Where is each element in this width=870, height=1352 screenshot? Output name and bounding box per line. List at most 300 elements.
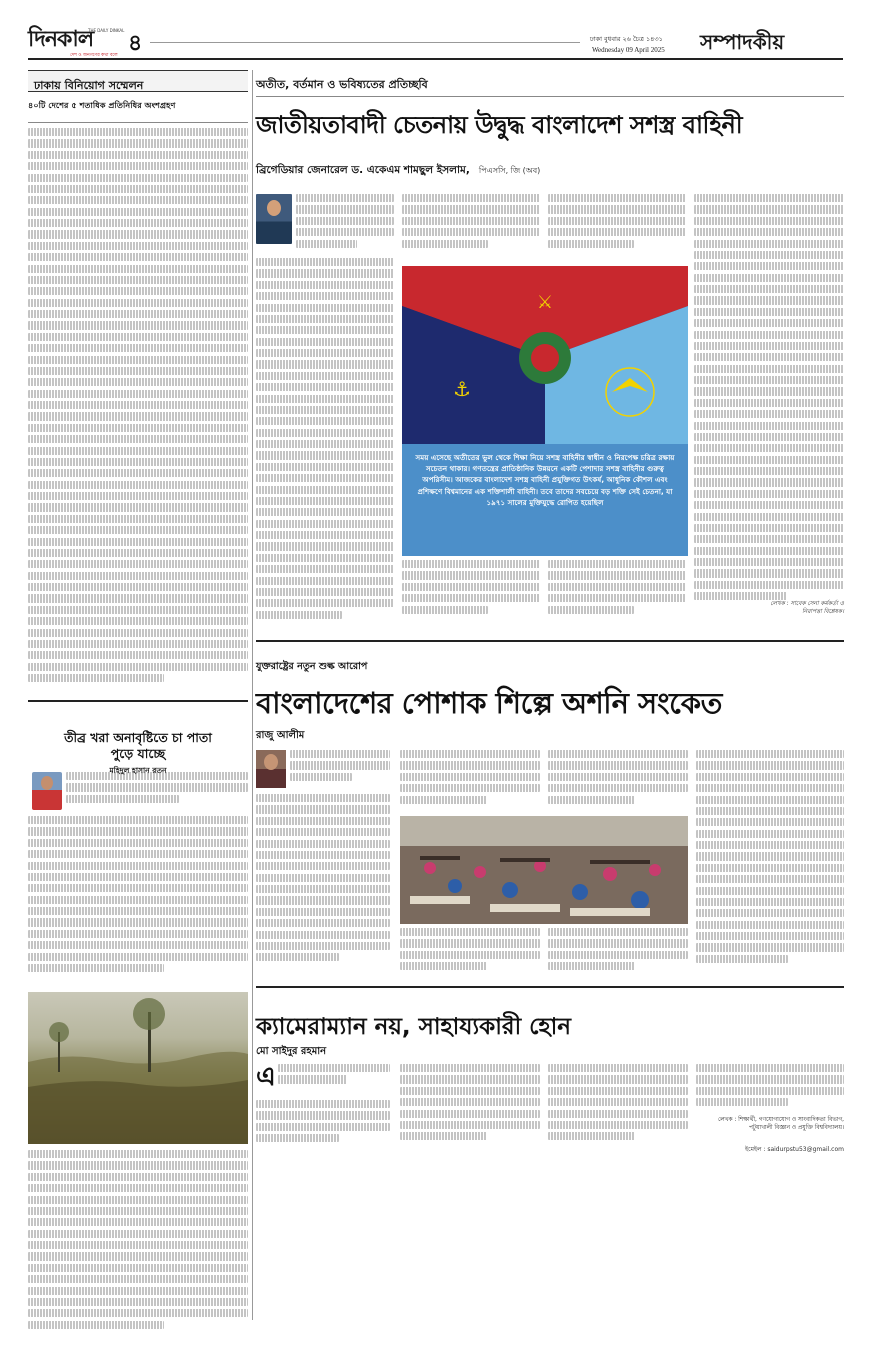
tea-garden-illustration <box>28 992 248 1144</box>
feature-col1-b <box>256 258 394 626</box>
lower-left-article <box>28 700 248 1340</box>
body-text-line <box>256 497 394 505</box>
body-text-line <box>696 761 844 769</box>
tea-body-bottom <box>28 1150 248 1338</box>
left-article-kicker <box>28 70 248 92</box>
body-text-line <box>694 228 844 236</box>
body-text-line <box>296 228 394 236</box>
body-text-line <box>28 481 248 489</box>
second-col2-top <box>400 750 540 812</box>
body-text-line <box>548 1075 688 1083</box>
second-headline[interactable]: বাংলাদেশের পোশাক শিল্পে অশনি সংকেত <box>256 686 722 720</box>
body-text-line <box>28 617 248 625</box>
body-text-line <box>28 873 248 881</box>
body-text-line <box>548 750 688 758</box>
body-text-line <box>256 531 394 539</box>
body-text-line <box>256 919 390 927</box>
body-text-line <box>256 840 390 848</box>
body-text-line <box>28 1252 248 1260</box>
body-text-line <box>28 1264 248 1272</box>
body-text-line <box>28 401 248 409</box>
masthead-rule <box>28 58 843 60</box>
body-text-line <box>548 939 688 947</box>
body-text-line <box>694 342 844 350</box>
body-text-line <box>28 1150 248 1158</box>
body-text-line <box>400 773 540 781</box>
body-text-line <box>694 501 844 509</box>
body-text-line <box>28 321 248 329</box>
body-text-line <box>28 242 248 250</box>
left-headline-rule <box>28 122 248 123</box>
body-text-line <box>694 365 844 373</box>
second-col4 <box>696 750 844 976</box>
body-text-line <box>694 535 844 543</box>
third-article <box>256 986 844 1342</box>
body-text-line <box>402 571 540 579</box>
third-email[interactable]: ইমেইল : saidurpstu53@gmail.com <box>745 1146 844 1153</box>
body-text-line <box>548 217 686 225</box>
body-text-line <box>696 1064 844 1072</box>
feature-col2-bottom <box>402 560 540 626</box>
body-text-line <box>28 162 248 170</box>
body-text-line <box>400 1110 540 1118</box>
body-text-line <box>696 852 844 860</box>
body-text-line <box>548 228 686 236</box>
body-text-line <box>28 930 248 938</box>
third-dropcap: এ <box>256 1062 276 1092</box>
body-text-line <box>28 287 248 295</box>
body-text-line <box>28 827 248 835</box>
body-text-line <box>28 839 248 847</box>
left-article-headline[interactable]: ৪০টি দেশের ৫ শতাধিক প্রতিনিধির অংশগ্রহণ <box>28 100 176 110</box>
body-text-line <box>290 761 390 769</box>
body-text-line <box>256 315 394 323</box>
body-text-line <box>256 817 390 825</box>
body-text-line <box>256 520 394 528</box>
body-text-line <box>256 851 390 859</box>
body-text-line <box>28 208 248 216</box>
body-text-line <box>28 469 248 477</box>
body-text-line <box>28 174 248 182</box>
body-text-line <box>694 444 844 452</box>
body-text-line <box>694 410 844 418</box>
body-text-line <box>256 931 390 939</box>
body-text-line <box>28 390 248 398</box>
body-text-line <box>296 217 394 225</box>
body-text-line <box>28 674 164 682</box>
body-text-line <box>694 433 844 441</box>
body-text-line <box>256 269 394 277</box>
tea-garden-photo <box>28 992 248 1144</box>
body-text-line <box>256 908 390 916</box>
armed-forces-flag-svg <box>402 266 688 444</box>
body-text-line <box>28 1275 248 1283</box>
logo-sub-en: THE DAILY DINKAL <box>88 28 125 33</box>
section-title: সম্পাদকীয় <box>700 30 785 54</box>
body-text-line <box>28 299 248 307</box>
body-text-line <box>66 772 248 780</box>
second-col3-bottom <box>548 928 688 976</box>
body-text-line <box>696 943 844 951</box>
body-text-line <box>548 1121 688 1129</box>
body-text-line <box>28 356 248 364</box>
body-text-line <box>548 1110 688 1118</box>
body-text-line <box>400 951 540 959</box>
second-col1-top <box>290 750 390 790</box>
body-text-line <box>28 663 248 671</box>
body-text-line <box>696 841 844 849</box>
third-col1b <box>256 1100 390 1148</box>
body-text-line <box>548 194 686 202</box>
body-text-line <box>256 828 390 836</box>
body-text-line <box>28 1173 248 1181</box>
body-text-line <box>696 921 844 929</box>
page-number: ৪ <box>128 31 143 56</box>
body-text-line <box>28 583 248 591</box>
pull-quote-text: সময় এসেছে অতীতের ভুল থেকে শিক্ষা নিয়ে সশস্ত্র বাহিনীর স্বাধীন ও নিরপেক্ষ চরিত্র রক্ষায় সচেতন থাকার। গণতন্ত্রের প্রাতিষ্ঠানিক উন্নয়নে একটি পেশাদার সশস্ত্র বাহিনীর গুরুত্ব অপরিসীম। আজকের বাংলাদেশ সশস্ত্র বাহিনী প্রযুক্তিগত উৎকর্ষ, আধুনিক কৌশল এবং প্রশিক্ষণে বিশ্বমানের এক শক্তিশালী বাহিনী। তবে তাদের সবচেয়ে বড় শক্তি সেই চেতনা, যা ১৯৭১ সালের মুক্তিযুদ্ধে রোপিত হয়েছিল <box>415 453 675 507</box>
body-text-line <box>400 750 540 758</box>
second-col3-top <box>548 750 688 812</box>
body-text-line <box>66 783 248 791</box>
body-text-line <box>28 850 248 858</box>
body-text-line <box>694 376 844 384</box>
body-text-line <box>256 554 394 562</box>
body-text-line <box>28 594 248 602</box>
date-en: Wednesday 09 April 2025 <box>592 46 665 54</box>
svg-text:⚔: ⚔ <box>536 292 554 313</box>
body-text-line <box>402 606 488 614</box>
second-col1 <box>256 794 390 976</box>
body-text-line <box>256 486 394 494</box>
feature-col2-top <box>402 194 540 260</box>
body-text-line <box>694 547 844 555</box>
body-text-line <box>28 333 248 341</box>
body-text-line <box>256 395 394 403</box>
body-text-line <box>696 1075 844 1083</box>
tea-author: মহিদুল হাসান রতন <box>109 766 167 775</box>
body-text-line <box>28 640 248 648</box>
body-text-line <box>696 830 844 838</box>
feature-article <box>256 70 844 630</box>
body-text-line <box>402 240 488 248</box>
left-article <box>28 70 248 695</box>
body-text-line <box>548 560 686 568</box>
body-text-line <box>256 508 394 516</box>
body-text-line <box>696 796 844 804</box>
body-text-line <box>694 274 844 282</box>
body-text-line <box>28 424 248 432</box>
body-text-line <box>28 1161 248 1169</box>
body-text-line <box>696 1098 788 1106</box>
body-text-line <box>400 1132 487 1140</box>
body-text-line <box>28 941 248 949</box>
body-text-line <box>696 887 844 895</box>
body-text-line <box>694 205 844 213</box>
body-text-line <box>694 296 844 304</box>
body-text-line <box>28 1184 248 1192</box>
body-text-line <box>28 253 248 261</box>
body-text-line <box>256 338 394 346</box>
body-text-line <box>28 629 248 637</box>
body-text-line <box>28 549 248 557</box>
body-text-line <box>256 1100 390 1108</box>
body-text-line <box>28 953 248 961</box>
body-text-line <box>696 864 844 872</box>
body-text-line <box>694 217 844 225</box>
body-text-line <box>694 194 844 202</box>
date-bn: ঢাকা বুধবার ২৬ চৈত্র ১৪৩১ <box>590 35 663 43</box>
body-text-line <box>28 196 248 204</box>
feature-author: ব্রিগেডিয়ার জেনারেল ড. একেএম শামছুল ইসলাম, <box>256 164 470 176</box>
third-author-note: লেখক : শিক্ষার্থী, গণযোগাযোগ ও সাংবাদিকতা বিভাগ, পটুয়াখালী বিজ্ঞান ও প্রযুক্তি বিশ্ববিদ্যালয়। <box>717 1117 844 1131</box>
body-text-line <box>402 217 540 225</box>
body-text-line <box>694 353 844 361</box>
feature-author-photo <box>256 194 292 244</box>
left-kicker-text: ঢাকায় বিনিয়োগ সম্মেলন <box>34 79 144 92</box>
tagline: দেশ ও জনগণের কথা বলে <box>70 53 118 58</box>
body-text-line <box>694 524 844 532</box>
body-text-line <box>28 1287 248 1295</box>
body-text-line <box>28 907 248 915</box>
body-text-line <box>28 503 248 511</box>
second-kicker: যুক্তরাষ্ট্রের নতুন শুল্ক আরোপ <box>256 661 368 672</box>
body-text-line <box>694 251 844 259</box>
body-text-line <box>694 558 844 566</box>
body-text-line <box>256 577 394 585</box>
body-text-line <box>548 583 686 591</box>
body-text-line <box>256 360 394 368</box>
body-text-line <box>548 1064 688 1072</box>
body-text-line <box>400 1075 540 1083</box>
body-text-line <box>28 1218 248 1226</box>
body-text-line <box>256 599 394 607</box>
left-article-body <box>28 128 248 688</box>
body-text-line <box>28 1298 248 1306</box>
body-text-line <box>256 463 394 471</box>
body-text-line <box>696 932 844 940</box>
body-text-line <box>402 228 540 236</box>
third-headline[interactable]: ক্যামেরাম্যান নয়, সাহায্যকারী হোন <box>256 1014 571 1040</box>
body-text-line <box>548 773 688 781</box>
body-text-line <box>548 761 688 769</box>
feature-col3-top <box>548 194 686 260</box>
body-text-line <box>694 308 844 316</box>
body-text-line <box>400 796 487 804</box>
body-text-line <box>548 571 686 579</box>
body-text-line <box>28 344 248 352</box>
body-text-line <box>256 304 394 312</box>
body-text-line <box>402 194 540 202</box>
body-text-line <box>278 1075 347 1083</box>
body-text-line <box>548 1098 688 1106</box>
body-text-line <box>694 478 844 486</box>
body-text-line <box>548 951 688 959</box>
body-text-line <box>28 572 248 580</box>
logo-text: দিনকাল <box>28 27 94 52</box>
body-text-line <box>696 818 844 826</box>
body-text-line <box>694 285 844 293</box>
body-text-line <box>548 606 634 614</box>
svg-text:⚓: ⚓ <box>453 377 471 401</box>
body-text-line <box>400 1098 540 1106</box>
body-text-line <box>28 896 248 904</box>
body-text-line <box>28 276 248 284</box>
body-text-line <box>256 372 394 380</box>
body-text-line <box>28 1309 248 1317</box>
body-text-line <box>694 240 844 248</box>
body-text-line <box>296 194 394 202</box>
body-text-line <box>28 435 248 443</box>
tea-headline[interactable]: তীব্র খরা অনাবৃষ্টিতে চা পাতা পুড়ে যাচ্ছে <box>64 730 212 761</box>
armed-forces-flag <box>402 266 688 444</box>
body-text-line <box>28 1207 248 1215</box>
body-text-line <box>548 240 634 248</box>
second-author: রাজু আলীম <box>256 730 305 741</box>
third-top-rule <box>256 986 844 988</box>
body-text-line <box>548 962 635 970</box>
body-text-line <box>402 583 540 591</box>
body-text-line <box>256 326 394 334</box>
body-text-line <box>28 139 248 147</box>
feature-kicker-rule <box>256 96 844 97</box>
second-article <box>256 640 844 980</box>
body-text-line <box>28 219 248 227</box>
body-text-line <box>256 281 394 289</box>
body-text-line <box>548 796 635 804</box>
body-text-line <box>694 262 844 270</box>
body-text-line <box>256 1111 390 1119</box>
body-text-line <box>400 928 540 936</box>
body-text-line <box>66 795 179 803</box>
body-text-line <box>402 205 540 213</box>
body-text-line <box>28 964 164 972</box>
body-text-line <box>256 417 394 425</box>
body-text-line <box>694 581 844 589</box>
third-col4 <box>696 1064 844 1114</box>
body-text-line <box>256 292 394 300</box>
body-text-line <box>694 331 844 339</box>
body-text-line <box>696 1087 844 1095</box>
body-text-line <box>256 794 390 802</box>
body-text-line <box>256 588 394 596</box>
body-text-line <box>256 805 390 813</box>
body-text-line <box>28 1230 248 1238</box>
body-text-line <box>696 773 844 781</box>
garment-factory-illustration <box>400 816 688 924</box>
body-text-line <box>28 230 248 238</box>
body-text-line <box>28 884 248 892</box>
body-text-line <box>28 538 248 546</box>
body-text-line <box>402 560 540 568</box>
third-col2 <box>400 1064 540 1148</box>
body-text-line <box>28 185 248 193</box>
body-text-line <box>696 955 788 963</box>
lower-left-top-rule <box>28 700 248 702</box>
body-text-line <box>296 240 357 248</box>
body-text-line <box>28 265 248 273</box>
tea-body-top <box>66 772 248 812</box>
body-text-line <box>28 651 248 659</box>
body-text-line <box>28 310 248 318</box>
body-text-line <box>400 962 487 970</box>
body-text-line <box>28 151 248 159</box>
feature-col3-bottom <box>548 560 686 626</box>
body-text-line <box>28 1196 248 1204</box>
body-text-line <box>28 816 248 824</box>
body-text-line <box>290 750 390 758</box>
left-column-rule <box>252 70 253 1320</box>
body-text-line <box>256 942 390 950</box>
third-col1 <box>278 1064 390 1098</box>
body-text-line <box>28 1241 248 1249</box>
feature-author-suffix: পিএসসি, জি (অব) <box>478 166 541 175</box>
body-text-line <box>290 773 352 781</box>
tea-body-mid <box>28 816 248 986</box>
body-text-line <box>694 467 844 475</box>
body-text-line <box>28 515 248 523</box>
body-text-line <box>28 458 248 466</box>
feature-headline[interactable]: জাতীয়তাবাদী চেতনায় উদ্বুদ্ধ বাংলাদেশ সশস্ত্র বাহিনী <box>256 111 743 139</box>
body-text-line <box>256 862 390 870</box>
body-text-line <box>256 451 394 459</box>
body-text-line <box>296 205 394 213</box>
body-text-line <box>696 807 844 815</box>
body-text-line <box>694 319 844 327</box>
body-text-line <box>28 918 248 926</box>
tea-author-photo <box>32 772 62 810</box>
masthead <box>0 0 870 58</box>
body-text-line <box>28 128 248 136</box>
body-text-line <box>694 513 844 521</box>
body-text-line <box>28 606 248 614</box>
body-text-line <box>256 258 394 266</box>
body-text-line <box>696 909 844 917</box>
body-text-line <box>694 422 844 430</box>
pull-quote-box <box>402 444 688 556</box>
body-text-line <box>694 569 844 577</box>
second-top-rule <box>256 640 844 642</box>
body-text-line <box>400 784 540 792</box>
body-text-line <box>256 1123 390 1131</box>
body-text-line <box>256 383 394 391</box>
body-text-line <box>28 367 248 375</box>
body-text-line <box>256 349 394 357</box>
body-text-line <box>256 874 390 882</box>
body-text-line <box>256 440 394 448</box>
body-text-line <box>256 1134 339 1142</box>
third-author: মো সাইদুর রহমান <box>256 1046 327 1057</box>
third-col3 <box>548 1064 688 1148</box>
body-text-line <box>400 1121 540 1129</box>
body-text-line <box>28 492 248 500</box>
body-text-line <box>278 1064 390 1072</box>
body-text-line <box>28 447 248 455</box>
feature-byline <box>256 158 844 180</box>
feature-author-note: লেখক : সাবেক সেনা কর্মকর্তা ও নিরাপত্তা বিশ্লেষক। <box>770 601 844 615</box>
body-text-line <box>28 1321 164 1329</box>
body-text-line <box>256 429 394 437</box>
body-text-line <box>696 784 844 792</box>
second-author-photo <box>256 750 286 788</box>
body-text-line <box>694 399 844 407</box>
body-text-line <box>400 1087 540 1095</box>
masthead-rule-left <box>150 42 580 43</box>
body-text-line <box>28 526 248 534</box>
feature-col4 <box>694 194 844 614</box>
body-text-line <box>256 565 394 573</box>
body-text-line <box>400 761 540 769</box>
body-text-line <box>400 1064 540 1072</box>
